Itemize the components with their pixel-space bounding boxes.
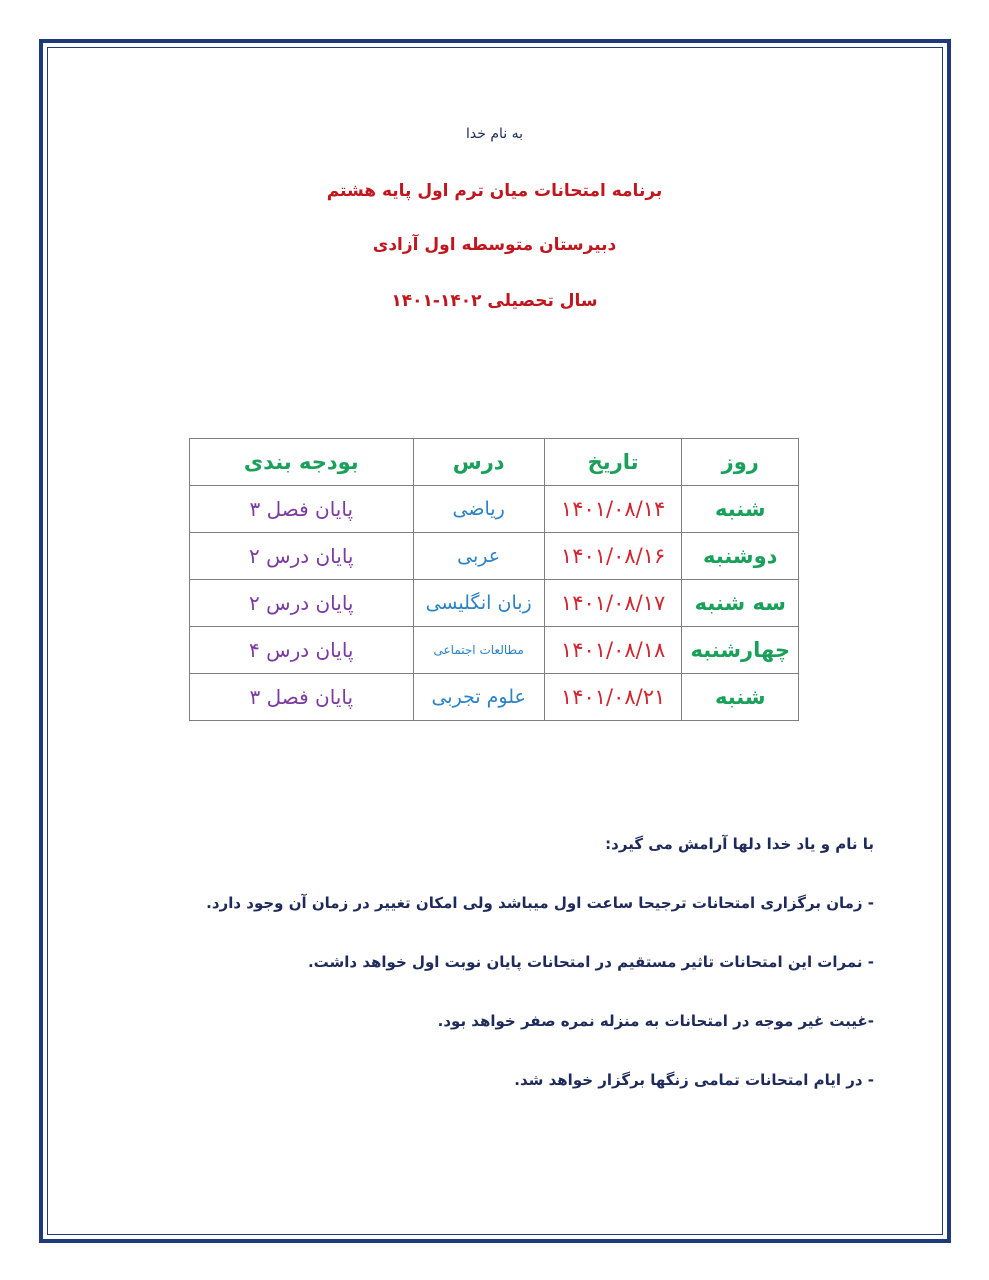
row-date: ۱۴۰۱/۰۸/۱۴ <box>544 486 682 533</box>
row-day: چهارشنبه <box>682 627 799 674</box>
row-date: ۱۴۰۱/۰۸/۱۷ <box>544 580 682 627</box>
school-name: دبیرستان متوسطه اول آزادی <box>372 235 617 255</box>
row-day: شنبه <box>682 486 799 533</box>
notes-intro: با نام و یاد خدا دلها آرامش می گیرد: <box>605 835 874 853</box>
row-subject: عربی <box>413 533 544 580</box>
row-date: ۱۴۰۱/۰۸/۱۶ <box>544 533 682 580</box>
note-item: - نمرات این امتحانات تاثیر مستقیم در امتحانات پایان نوبت اول خواهد داشت. <box>307 953 874 971</box>
table-row <box>190 533 799 580</box>
table-row <box>190 674 799 721</box>
row-chapter: پایان درس ۲ <box>190 580 414 627</box>
header-chapter: بودجه بندی <box>190 439 414 486</box>
header-subject: درس <box>413 439 544 486</box>
row-date: ۱۴۰۱/۰۸/۲۱ <box>544 674 682 721</box>
table-row <box>190 580 799 627</box>
row-subject: مطالعات اجتماعی <box>413 627 544 674</box>
row-day: شنبه <box>682 674 799 721</box>
note-item: - زمان برگزاری امتحانات ترجیحا ساعت اول میباشد ولی امکان تغییر در زمان آن وجود دارد. <box>206 894 874 912</box>
row-chapter: پایان درس ۲ <box>190 533 414 580</box>
row-subject: ریاضی <box>413 486 544 533</box>
basmala-heading: به نام خدا <box>465 126 524 142</box>
row-chapter: پایان فصل ۳ <box>190 486 414 533</box>
row-chapter: پایان درس ۴ <box>190 627 414 674</box>
row-day: دوشنبه <box>682 533 799 580</box>
notes-section <box>194 832 874 1127</box>
row-date: ۱۴۰۱/۰۸/۱۸ <box>544 627 682 674</box>
table-row <box>190 486 799 533</box>
row-subject: زبان انگلیسی <box>413 580 544 627</box>
note-item: - در ایام امتحانات تمامی زنگها برگزار خواهد شد. <box>514 1071 874 1089</box>
row-day: سه شنبه <box>682 580 799 627</box>
table-row <box>190 627 799 674</box>
page-title: برنامه امتحانات میان ترم اول پایه هشتم <box>326 181 663 201</box>
header-day: روز <box>682 439 799 486</box>
academic-year: سال تحصیلی ۱۴۰۲-۱۴۰۱ <box>391 291 598 311</box>
row-chapter: پایان فصل ۳ <box>190 674 414 721</box>
row-subject: علوم تجربی <box>413 674 544 721</box>
exam-schedule-table <box>189 438 799 721</box>
header-date: تاریخ <box>544 439 682 486</box>
table-header-row <box>190 439 799 486</box>
note-item: -غیبت غیر موجه در امتحانات به منزله نمره صفر خواهد بود. <box>437 1012 874 1030</box>
